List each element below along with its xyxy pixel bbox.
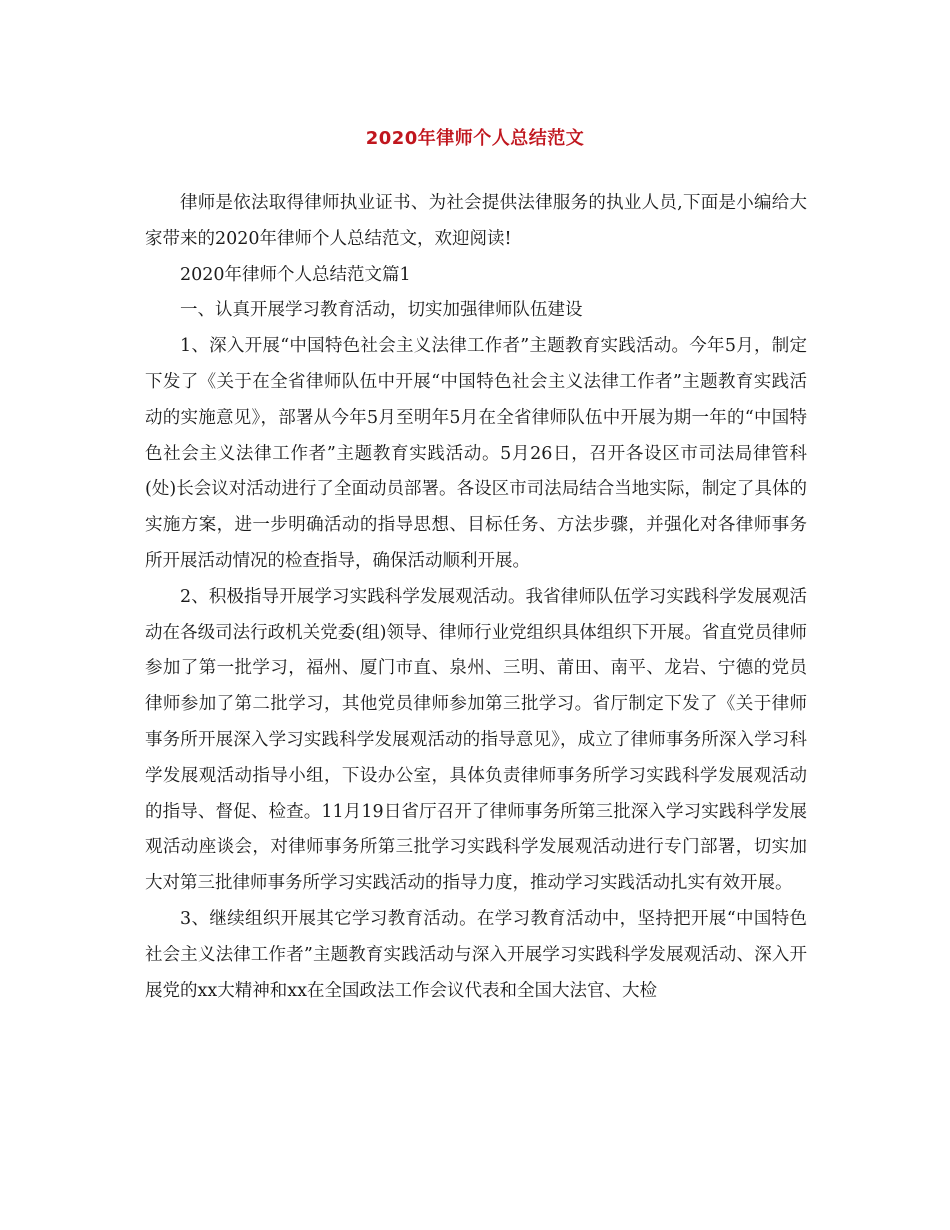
paragraph-section-heading: 2020年律师个人总结范文篇1 (180, 264, 411, 285)
document-title: 2020年律师个人总结范文 (365, 128, 585, 149)
paragraph-item-3: 3、继续组织开展其它学习教育活动。在学习教育活动中，坚持把开展“中国特色社会主义法律工作者”主题教育实践活动与深入开展学习实践科学发展观活动、深入开展党的xx大精神和xx在全国政法工作会议代表和全国大法官、大检 (145, 908, 807, 1001)
paragraph-subheading: 一、认真开展学习教育活动，切实加强律师队伍建设 (180, 300, 583, 321)
document-body (145, 186, 807, 1009)
paragraph-item-2: 2、积极指导开展学习实践科学发展观活动。我省律师队伍学习实践科学发展观活动在各级司法行政机关党委(组)领导、律师行业党组织具体组织下开展。省直党员律师参加了第一批学习，福州、厦门市直、泉州、三明、莆田、南平、龙岩、宁德的党员律师参加了第二批学习，其他党员律师参加第三批学习。省厅制定下发了《关于律师事务所开展深入学习实践科学发展观活动的指导意见》，成立了律师事务所深入学习科学发展观活动指导小组，下设办公室，具体负责律师事务所学习实践科学发展观活动的指导、督促、检查。11月19日省厅召开了律师事务所第三批深入学习实践科学发展观活动座谈会，对律师事务所第三批学习实践科学发展观活动进行专门部署，切实加大对第三批律师事务所学习实践活动的指导力度，推动学习实践活动扎实有效开展。 (145, 586, 807, 894)
paragraph-item-1: 1、深入开展“中国特色社会主义法律工作者”主题教育实践活动。今年5月，制定下发了《关于在全省律师队伍中开展“中国特色社会主义法律工作者”主题教育实践活动的实施意见》，部署从今年5月至明年5月在全省律师队伍中开展为期一年的“中国特色社会主义法律工作者”主题教育实践活动。5月26日，召开各设区市司法局律管科(处)长会议对活动进行了全面动员部署。各设区市司法局结合当地实际，制定了具体的实施方案，进一步明确活动的指导思想、目标任务、方法步骤，并强化对各律师事务所开展活动情况的检查指导，确保活动顺利开展。 (145, 336, 807, 571)
paragraph-intro: 律师是依法取得律师执业证书、为社会提供法律服务的执业人员,下面是小编给大家带来的2020年律师个人总结范文，欢迎阅读! (145, 193, 807, 249)
